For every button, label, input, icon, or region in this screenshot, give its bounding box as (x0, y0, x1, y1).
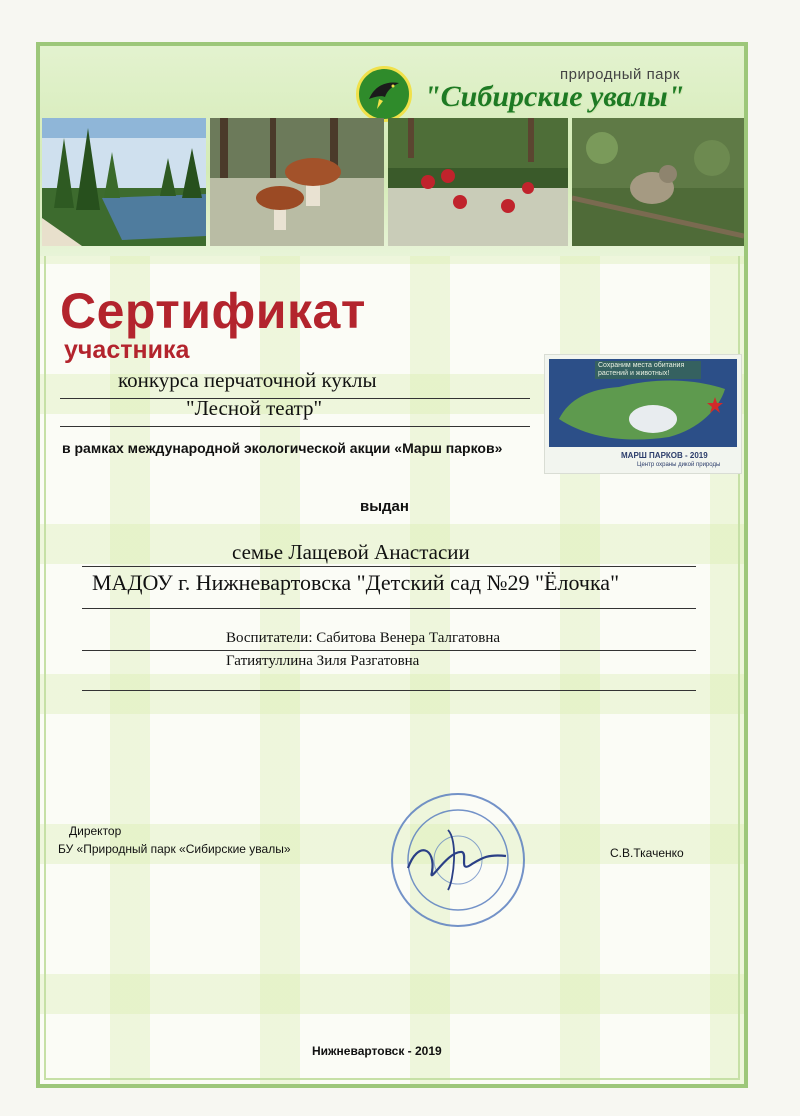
signer-name: С.В.Ткаченко (610, 846, 684, 860)
divider-line (82, 608, 696, 609)
forest-river-photo (42, 118, 206, 246)
march-subcaption: Центр охраны дикой природы (637, 462, 721, 468)
teachers-line-1: Воспитатели: Сабитова Венера Талгатовна (226, 630, 501, 646)
park-prefix: природный парк (560, 66, 680, 83)
map-slogan: Сохраним места обитания растений и животных! (595, 361, 701, 379)
divider-line (60, 426, 530, 427)
official-stamp-icon (388, 790, 528, 935)
director-title: Директор (69, 824, 122, 838)
action-text: в рамках международной экологической акции «Марш парков» (62, 440, 503, 456)
contest-name: "Лесной театр" (186, 396, 323, 420)
certificate-subtitle: участника (64, 336, 190, 364)
cranberries-photo (388, 118, 568, 246)
issued-label: выдан (360, 498, 409, 515)
divider-line (82, 566, 696, 567)
march-of-parks-logo (544, 354, 742, 474)
city-year: Нижневартовск - 2019 (312, 1044, 442, 1058)
march-caption: МАРШ ПАРКОВ - 2019 (621, 451, 708, 460)
director-org: БУ «Природный парк «Сибирские увалы» (58, 842, 291, 856)
divider-line (82, 650, 696, 651)
bird-emblem-icon (356, 66, 412, 122)
recipient-school: МАДОУ г. Нижневартовска "Детский сад №29 "Ёлочка" (92, 570, 620, 595)
mushrooms-photo (210, 118, 384, 246)
divider-line (82, 690, 696, 691)
certificate-title: Сертификат (60, 283, 366, 339)
teachers-line-2: Гатиятуллина Зиля Разгатовна (226, 653, 420, 669)
park-name: "Сибирские увалы" (424, 80, 685, 113)
recipient-family: семье Лащевой Анастасии (232, 540, 470, 564)
contest-text: конкурса перчаточной куклы (118, 368, 377, 392)
forest-bird-photo (572, 118, 744, 246)
